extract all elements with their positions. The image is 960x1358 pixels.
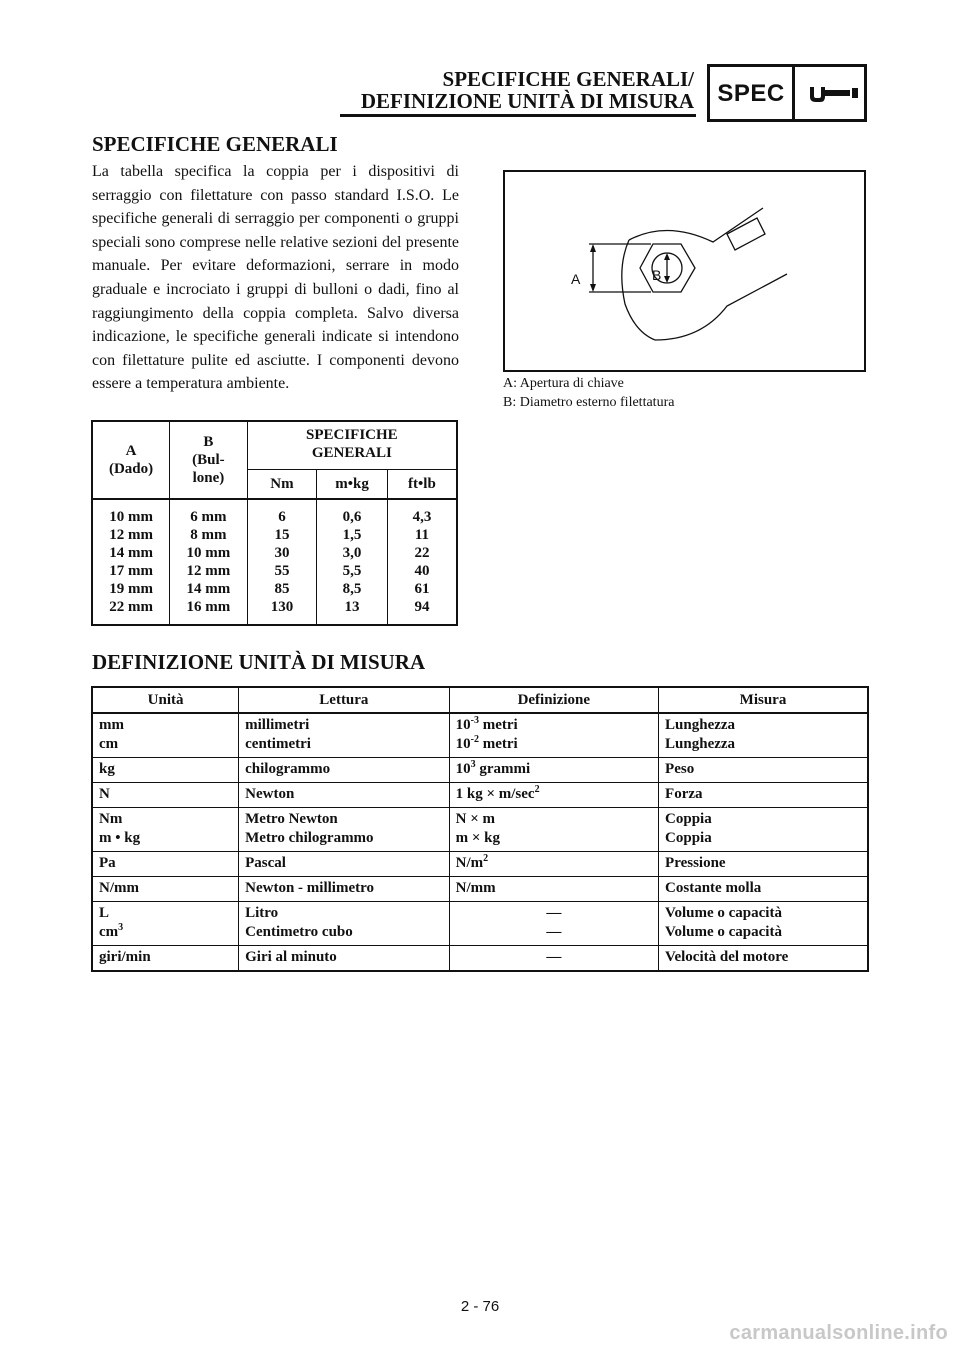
header-rule <box>340 114 696 117</box>
units-table <box>91 686 869 972</box>
header-title-line1: SPECIFICHE GENERALI/ <box>442 67 694 91</box>
col-mkg-values: 0,6 1,5 3,0 5,5 8,5 13 <box>317 499 388 625</box>
units-header-definition: Definizione <box>449 687 658 713</box>
col-a-header: A (Dado) <box>92 421 170 499</box>
section-title-units: DEFINIZIONE UNITÀ DI MISURA <box>92 650 426 674</box>
table-row: N/mm Newton - millimetro N/mm Costante molla <box>92 877 868 902</box>
caption-b: B: Diametro esterno filettatura <box>503 395 675 410</box>
figure-label-b: B <box>652 267 662 283</box>
table-row: L $cm^3$ Litro Centimetro cubo — — Volume o capacità Volume o capacità <box>92 902 868 946</box>
table-row: giri/min Giri al minuto — Velocità del motore <box>92 946 868 972</box>
table-row: Nm m • kg Metro Newton Metro chilogrammo N × m m × kg Coppia Coppia <box>92 808 868 852</box>
table-row: Pa Pascal $N/m^2$ Pressione <box>92 852 868 877</box>
spec-header: SPECIFICHE GENERALI <box>247 421 457 469</box>
wrench-diagram <box>505 172 864 370</box>
watermark: carmanualsonline.info <box>729 1322 948 1344</box>
spec-badge-label: SPEC <box>717 80 785 107</box>
units-header-unit: Unità <box>92 687 239 713</box>
units-header-reading: Lettura <box>239 687 449 713</box>
col-a-values: 10 mm 12 mm 14 mm 17 mm 19 mm 22 mm <box>92 499 170 625</box>
torque-table <box>91 420 458 626</box>
wrench-figure <box>503 170 866 372</box>
section-title-general-specs: SPECIFICHE GENERALI <box>92 132 338 156</box>
col-b-values: 6 mm 8 mm 10 mm 12 mm 14 mm 16 mm <box>170 499 248 625</box>
spec-badge <box>707 64 867 122</box>
col-b-header: B (Bul- lone) <box>170 421 248 499</box>
wrench-icon <box>806 83 862 105</box>
col-ftlb-values: 4,3 11 22 40 61 94 <box>387 499 457 625</box>
unit-nm: Nm <box>247 469 317 499</box>
caption-a: A: Apertura di chiave <box>503 376 624 391</box>
page-number: 2 - 76 <box>460 1298 500 1315</box>
units-header-measure: Misura <box>659 687 868 713</box>
table-row: kg chilogrammo $10^3$ grammi Peso <box>92 758 868 783</box>
unit-ftlb: ft•lb <box>387 469 457 499</box>
col-nm-values: 6 15 30 55 85 130 <box>247 499 317 625</box>
unit-mkg: m•kg <box>317 469 388 499</box>
header-title-line2: DEFINIZIONE UNITÀ DI MISURA <box>360 89 694 113</box>
intro-paragraph: La tabella specifica la coppia per i dispositivi di serraggio con filettature con passo standard I.S.O. Le specifiche generali di serraggio per componenti o gruppi speciali sono comprese nelle relative sezioni del presente manuale. Per evitare deformazioni, serrare in modo graduale e incrociato i gruppi di bulloni o dadi, fino al raggiungimento della coppia completa. Salvo diversa indicazione, le specifiche generali indicate si intendono con filettature pulite ed asciutte. I componenti devono essere a temperatura ambiente. <box>92 163 459 393</box>
table-row: mm cm millimetri centimetri $10^{-3}$ metri $10^{-2}$ metri Lunghezza Lunghezza <box>92 713 868 758</box>
table-row: N Newton 1 kg × $m/\sec^2$ Forza <box>92 783 868 808</box>
badge-divider <box>792 67 795 119</box>
figure-label-a: A <box>571 271 581 287</box>
